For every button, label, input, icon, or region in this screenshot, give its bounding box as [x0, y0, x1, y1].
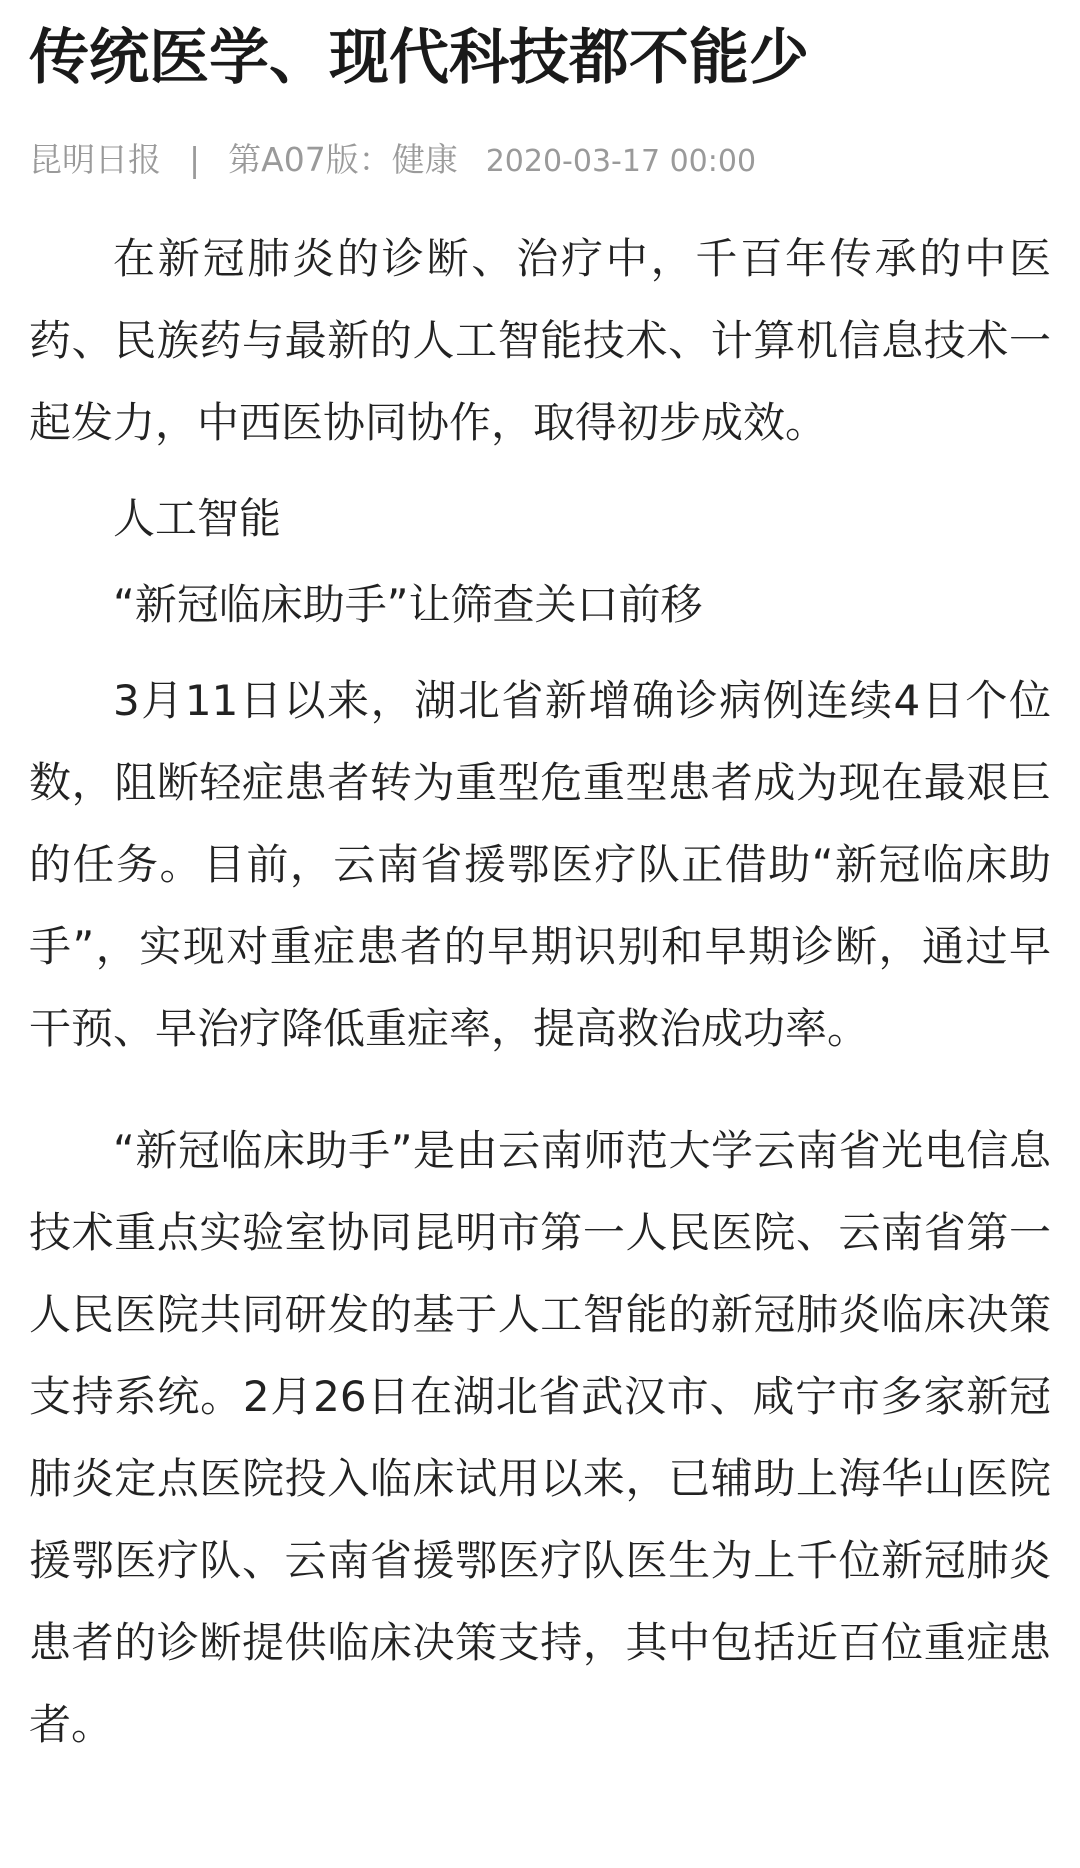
paragraph-body: “新冠临床助手”是由云南师范大学云南省光电信息技术重点实验室协同昆明市第一人民医院、云南省第一人民医院共同研发的基于人工智能的新冠肺炎临床决策支持系统。2月26日在湖北省武汉市、咸宁市多家新冠肺炎定点医院投入临床试用以来，已辅助上海华山医院援鄂医疗队、云南省援鄂医疗队医生为上千位新冠肺炎患者的诊断提供临床决策支持，其中包括近百位重症患者。	[29, 1126, 1051, 1749]
meta-separator: |	[189, 140, 201, 179]
article-meta	[29, 136, 756, 186]
paragraph-intro: 在新冠肺炎的诊断、治疗中，千百年传承的中医药、民族药与最新的人工智能技术、计算机信息技术一起发力，中西医协同协作，取得初步成效。	[29, 234, 1051, 447]
edition-label: 第A07版：健康	[228, 140, 458, 179]
paragraph-body: 3月11日以来，湖北省新增确诊病例连续4日个位数，阻断轻症患者转为重型危重型患者成为现在最艰巨的任务。目前，云南省援鄂医疗队正借助“新冠临床助手”，实现对重症患者的早期识别和早期诊断，通过早干预、早治疗降低重症率，提高救治成功率。	[29, 676, 1051, 1053]
source-name: 昆明日报	[29, 140, 161, 179]
section-subheading: “新冠临床助手”让筛查关口前移	[113, 580, 703, 629]
publish-date: 2020-03-17 00:00	[485, 144, 757, 179]
article-title: 传统医学、现代科技都不能少	[29, 23, 809, 93]
section-heading: 人工智能	[113, 494, 282, 543]
article-body	[29, 218, 1051, 1766]
